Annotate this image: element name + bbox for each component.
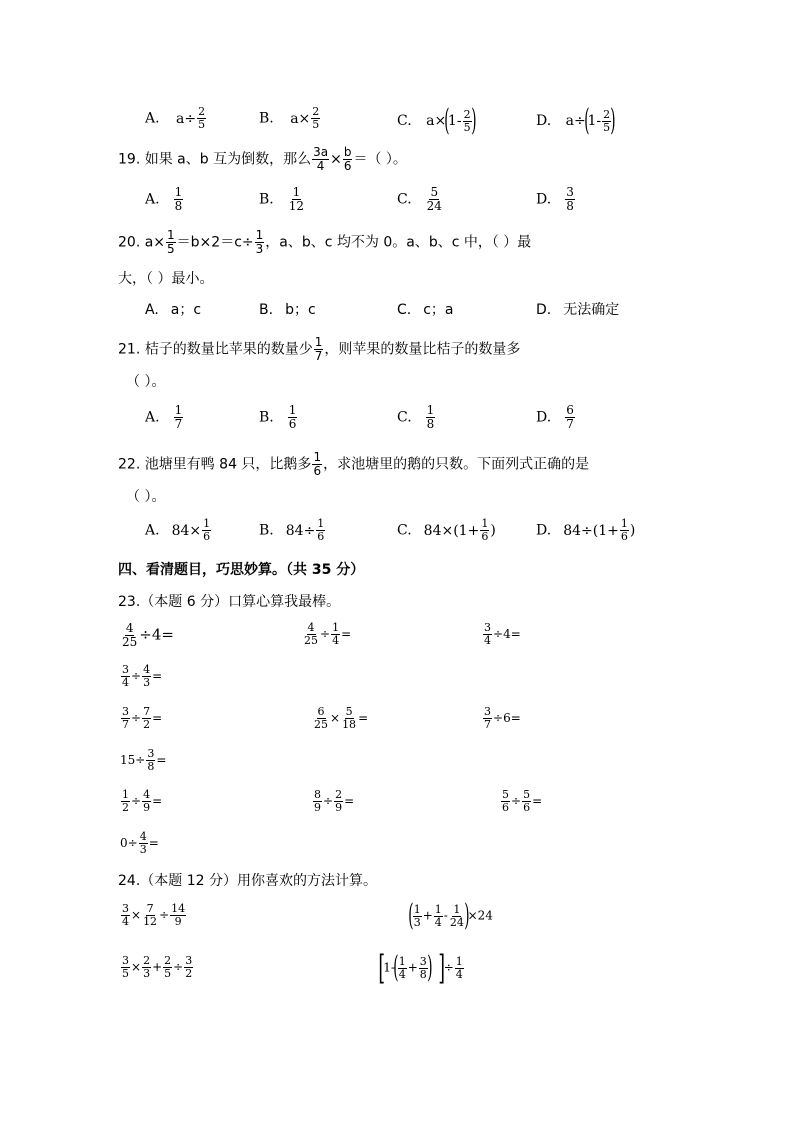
- q24-expr-4: [1-( $\frac{1}{4}$ + $\frac{3}{8}$ ) ]÷ $\frac{1}{4}$: [378, 948, 463, 988]
- q23-item-8: 15÷ $\frac{3}{8}$ =: [120, 747, 167, 773]
- q22-option-a[interactable]: A. 84× $\frac{1}{6}$: [145, 517, 211, 543]
- q22-question: 22. 池塘里有鸭 84 只，比鹅多 $\frac{1}{6}$ ，求池塘里的鹅的只数。下面列式正确的是: [118, 450, 590, 478]
- q23-item-11: $\frac{5}{6}$ ÷ $\frac{5}{6}$ =: [502, 788, 543, 814]
- q22-option-b[interactable]: B. 84÷ $\frac{1}{6}$: [259, 517, 325, 543]
- q24-expr-2: ( $\frac{1}{3}$ + $\frac{1}{4}$ - $\frac{1}{24}$ )×24: [408, 898, 493, 933]
- q21-option-c[interactable]: C. $\frac{1}{8}$: [397, 403, 435, 431]
- q23-item-4: $\frac{3}{4}$ ÷ $\frac{4}{3}$ =: [122, 663, 163, 689]
- q22-option-c[interactable]: C. 84×(1+ $\frac{1}{6}$ ): [397, 517, 496, 543]
- q23-item-3: $\frac{3}{4}$ ÷4=: [484, 621, 521, 647]
- q18-option-b[interactable]: B. a× $\frac{2}{5}$: [259, 105, 320, 131]
- q18-option-a[interactable]: A. a÷ $\frac{2}{5}$: [145, 105, 206, 131]
- q20-question-line2: 大，（ ）最小。: [118, 271, 214, 287]
- section-heading: 四、看清题目，巧思妙算。（共 35 分）: [118, 562, 365, 578]
- q21-option-d[interactable]: D. $\frac{6}{7}$: [536, 403, 574, 431]
- q20-option-b[interactable]: B. b；c: [259, 302, 316, 318]
- q23-item-10: $\frac{8}{9}$ ÷ $\frac{2}{9}$ =: [314, 788, 355, 814]
- q21-question: 21. 桔子的数量比苹果的数量少 $\frac{1}{7}$ ，则苹果的数量比桔子的数量多: [118, 335, 521, 363]
- q23-item-6: $\frac{6}{25}$ × $\frac{5}{18}$ =: [314, 705, 369, 731]
- q24-title: 24.（本题 12 分）用你喜欢的方法计算。: [118, 873, 377, 889]
- q20-option-d[interactable]: D. 无法确定: [536, 302, 620, 318]
- q23-item-12: 0÷ $\frac{4}{3}$ =: [120, 830, 159, 856]
- q24-expr-1: $\frac{3}{4}$ × $\frac{7}{12}$ ÷ $\frac{14}{9}$: [122, 902, 186, 928]
- q23-title: 23.（本题 6 分）口算心算我最棒。: [118, 594, 341, 610]
- q23-item-1: $\frac{4}{25}$ ÷4=: [122, 621, 174, 649]
- q24-expr-3: $\frac{3}{5}$ × $\frac{2}{3}$ + $\frac{2}{5}$ ÷ $\frac{3}{2}$: [122, 954, 193, 980]
- q18-option-c[interactable]: C. a×(1- $\frac{2}{5}$ ): [397, 103, 477, 138]
- q19-question: 19. 如果 a、b 互为倒数，那么 $\frac{3a}{4}$ × $\frac{b}{6}$ ＝（ ）。: [118, 145, 407, 173]
- q21-question-line2: （ ）。: [126, 374, 166, 390]
- q23-item-7: $\frac{3}{7}$ ÷6=: [484, 705, 521, 731]
- q22-question-line2: （ ）。: [126, 489, 166, 505]
- q21-option-a[interactable]: A. $\frac{1}{7}$: [145, 403, 183, 431]
- q21-option-b[interactable]: B. $\frac{1}{6}$: [259, 403, 297, 431]
- q19-option-b[interactable]: B. $\frac{1}{12}$: [259, 185, 305, 213]
- q20-option-a[interactable]: A. a；c: [145, 302, 202, 318]
- q23-item-9: $\frac{1}{2}$ ÷ $\frac{4}{9}$ =: [122, 788, 163, 814]
- q23-item-5: $\frac{3}{7}$ ÷ $\frac{7}{2}$ =: [122, 705, 163, 731]
- q18-option-d[interactable]: D. a÷(1- $\frac{2}{5}$ ): [536, 103, 616, 138]
- q19-option-a[interactable]: A. $\frac{1}{8}$: [145, 185, 183, 213]
- q20-question: 20. a× $\frac{1}{5}$ ＝b×2＝c÷ $\frac{1}{3}$ ，a、b、c 均不为 0。a、b、c 中，（ ）最: [118, 228, 532, 256]
- q19-option-c[interactable]: C. $\frac{5}{24}$: [397, 185, 442, 213]
- q23-item-2: $\frac{4}{25}$ ÷ $\frac{1}{4}$ =: [304, 621, 352, 647]
- q22-option-d[interactable]: D. 84÷(1+ $\frac{1}{6}$ ): [536, 517, 636, 543]
- q19-option-d[interactable]: D. $\frac{3}{8}$: [536, 185, 574, 213]
- q20-option-c[interactable]: C. c；a: [397, 302, 454, 318]
